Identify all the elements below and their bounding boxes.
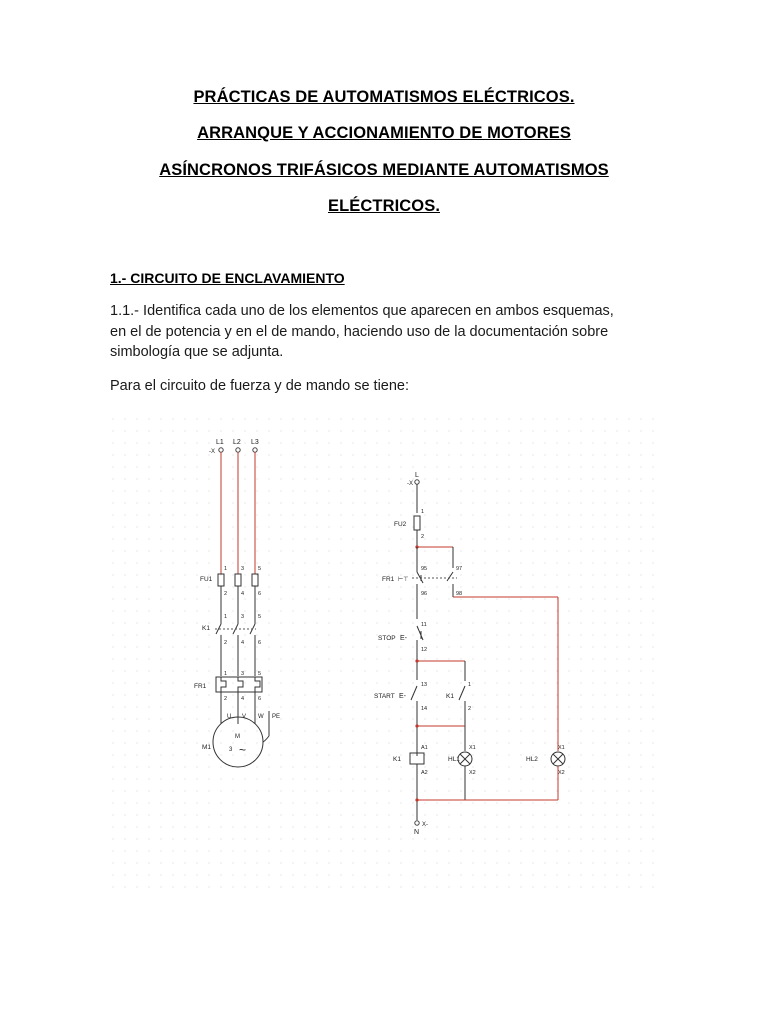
- fu1-label: FU1: [200, 576, 213, 583]
- k1-aux-pin-2: 2: [468, 706, 472, 712]
- hl2-pin-x2: X2: [558, 770, 565, 776]
- document-title-line-1: PRÁCTICAS DE AUTOMATISMOS ELÉCTRICOS.: [193, 88, 575, 106]
- fr1-pin-97: 97: [456, 566, 463, 572]
- motor-terminal-v: V: [242, 714, 247, 720]
- coil-pin-a2: A2: [421, 770, 428, 776]
- phase-label-l1: L1: [216, 439, 224, 446]
- hl1-label: HL1: [448, 756, 460, 763]
- fr1-pin-6: 6: [258, 696, 262, 702]
- stop-pin-12: 12: [421, 647, 428, 653]
- fu1-pin-2: 2: [224, 591, 228, 597]
- k1-power-label: K1: [202, 625, 210, 632]
- k1-pin-5: 5: [258, 614, 262, 620]
- k1-pin-6: 6: [258, 640, 262, 646]
- motor-terminal-u: U: [227, 714, 232, 720]
- svg-text:E-: E-: [399, 693, 406, 700]
- k1-pin-1: 1: [224, 614, 228, 620]
- fr1-pin-4: 4: [241, 696, 245, 702]
- fr1-pin-5: 5: [258, 671, 262, 677]
- k1-pin-4: 4: [241, 640, 245, 646]
- motor-ac-symbol: ~: [239, 743, 247, 757]
- hl1-pin-x2: X2: [469, 770, 476, 776]
- k1-aux-label: K1: [446, 693, 454, 700]
- supply-label: L: [415, 472, 419, 479]
- fr1-pin-98: 98: [456, 591, 463, 597]
- section-heading: 1.- CIRCUITO DE ENCLAVAMIENTO: [110, 270, 345, 286]
- fr1-pin-2: 2: [224, 696, 228, 702]
- paragraph-1-line-1: 1.1.- Identifica cada uno de los elementos que aparecen en ambos esquemas,: [110, 303, 614, 319]
- paragraph-1-line-3: simbología que se adjunta.: [110, 344, 284, 360]
- svg-text:E-: E-: [400, 635, 407, 642]
- coil-pin-a1: A1: [421, 745, 428, 751]
- neutral-label: N: [414, 829, 420, 836]
- hl1-pin-x1: X1: [469, 745, 476, 751]
- k1-pin-3: 3: [241, 614, 245, 620]
- hl2-label: HL2: [526, 756, 538, 763]
- fu2-pin-2: 2: [421, 534, 425, 540]
- motor-phase-count: 3: [229, 747, 233, 753]
- start-label: START: [374, 693, 395, 700]
- fu1-pin-3: 3: [241, 566, 245, 572]
- fu1-pin-6: 6: [258, 591, 262, 597]
- circuit-diagram: [112, 418, 657, 888]
- fr1-power-label: FR1: [194, 683, 207, 690]
- motor-m-letter: M: [235, 734, 240, 740]
- coil-label: K1: [393, 756, 401, 763]
- document-title-line-4: ELÉCTRICOS.: [327, 197, 441, 215]
- hl2-pin-x1: X1: [558, 745, 565, 751]
- fu2-pin-1: 1: [421, 509, 425, 515]
- fr1-pin-95: 95: [421, 566, 428, 572]
- fr1-pin-1: 1: [224, 671, 228, 677]
- motor-terminal-pe: PE: [272, 714, 281, 720]
- k1-aux-pin-1: 1: [468, 682, 472, 688]
- fu1-pin-4: 4: [241, 591, 245, 597]
- fu1-pin-1: 1: [224, 566, 228, 572]
- start-pin-14: 14: [421, 706, 428, 712]
- phase-label-l3: L3: [251, 439, 259, 446]
- document-title-line-2: ARRANQUE Y ACCIONAMIENTO DE MOTORES: [197, 124, 571, 142]
- svg-text:⊢⊤: ⊢⊤: [398, 577, 409, 583]
- paragraph-1-line-2: en el de potencia y en el de mando, haciendo uso de la documentación sobre: [110, 323, 609, 340]
- neutral-terminal-label: X-: [422, 822, 428, 828]
- fu1-pin-5: 5: [258, 566, 262, 572]
- supply-terminal-label: -X: [407, 481, 413, 487]
- document-title-line-3: ASÍNCRONOS TRIFÁSICOS MEDIANTE AUTOMATISMOS: [159, 161, 609, 179]
- stop-pin-11: 11: [421, 622, 427, 628]
- paragraph-2: Para el circuito de fuerza y de mando se tiene:: [110, 378, 410, 394]
- paragraph-1: [110, 301, 670, 363]
- motor-terminal-w: W: [258, 714, 264, 720]
- fr1-pin-96: 96: [421, 591, 428, 597]
- fr1-pin-3: 3: [241, 671, 245, 677]
- dot-grid-background: [112, 418, 657, 888]
- fr1-control-label: FR1: [382, 576, 395, 583]
- k1-pin-2: 2: [224, 640, 228, 646]
- fu2-label: FU2: [394, 521, 407, 528]
- start-pin-13: 13: [421, 682, 428, 688]
- phase-label-l2: L2: [233, 439, 241, 446]
- motor-label: M1: [202, 744, 212, 751]
- power-terminal-label: -X: [209, 449, 215, 455]
- stop-label: STOP: [378, 635, 396, 642]
